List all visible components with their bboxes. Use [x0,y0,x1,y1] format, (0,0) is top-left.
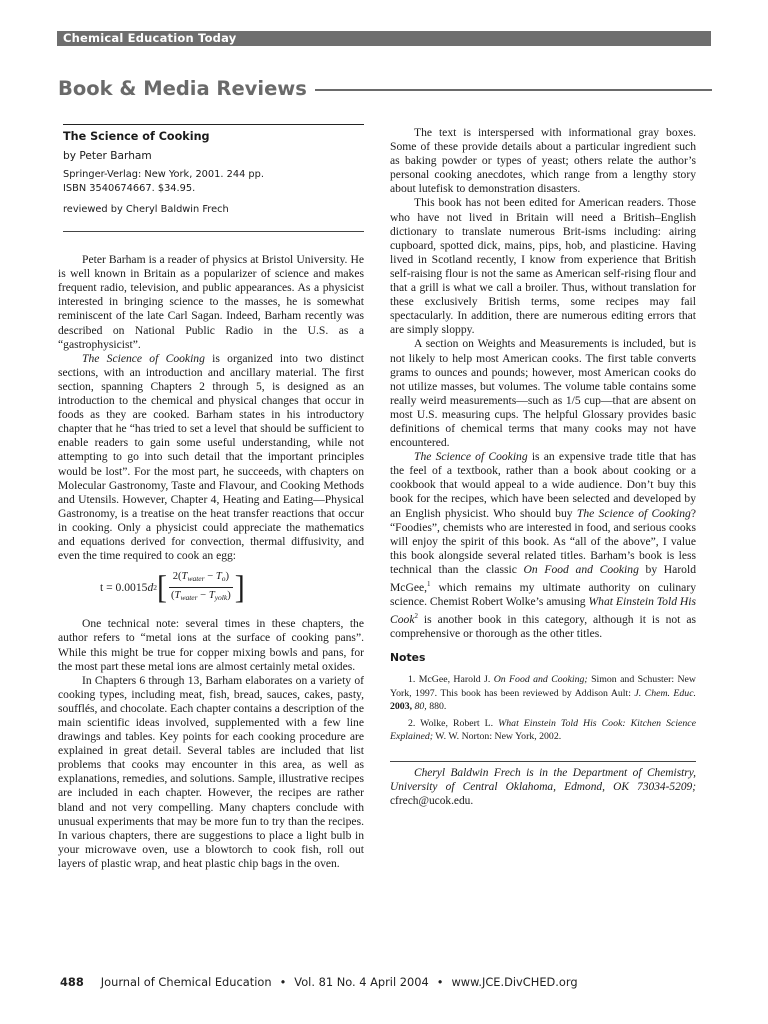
notes-heading: Notes [390,651,426,665]
paragraph-2-text: is organized into two distinct sections, with an introduction and ancillary material. The first section, spanning Chapters 2 through 5, is designed as an introduction to the chemical and physical changes that occur in foods as they are cooked. Barham states in his introductory chapter that he “has tried to set a level that should be sufficient to enable readers to gain some useful understanding, while not attempting to go into such detail that the important principles would be lost”. For the most part, he succeeds, with chapters on Molecular Gastronomy, Taste and Flavour, and Cooking Methods and Utensils. However, Chapter 4, Heating and Eating—Physical Gastronomy, is a treatise on the heat transfer reactions that occur in cooking. Only a physicist could appreciate the mathematics and equations derived for convection, thermal diffusivity, and even the time required to cook an egg: [58,351,364,563]
paragraph-7: A section on Weights and Measurements is included, but is not likely to help most American cooks. The first table converts grams to ounces and pounds; however, most American cooks do not utilize masses, but volumes. The volume table contains some really weird measurements—such as 1/5 cup—that are absent on most U.S. measuring cups. The helpful Glossary provides basic definitions of chemical terms that many cooks may not have encountered. [390,337,696,450]
equation-numerator: $2(T_{water} - T_o)$ [169,570,233,588]
note-1: 1. McGee, Harold J. On Food and Cooking; Simon and Schuster: New York, 1997. This book has been reviewed by Addison Ault: J. Chem. Educ. 2003, 80, 880. [390,674,696,713]
paragraph-6: This book has not been edited for American readers. Those who have not lived in Britain will need a British–English dictionary to translate numerous Brit-isms including: airing cupboard, spotted dick, mains, pips, hob, and plasticine. Having lived in Scotland recently, I know from experience that British self-raising flour is not the same as American self-rising flour and that a grill is what we call a broiler. Thus, without translation for these exclusively British terms, some recipes may fail spectacularly. In addition, there are numerous editing errors that are simply sloppy. [390,196,696,337]
page-number: 488 [60,975,84,989]
left-column [58,124,364,871]
right-bracket: ] [234,569,245,606]
journal-name: Journal of Chemical Education [100,975,272,989]
equation-d-exponent: 2 [153,582,157,592]
paragraph-4: In Chapters 6 through 13, Barham elaborates on a variety of cooking types, including meat, fish, bread, sauces, cakes, pasty, soufflés, and chocolate. Each chapter contains a description of the main scientific ideas involved, supplemented with a few line drawings and tables. Key points for each cooking procedure are explained in great detail. Several tables are included that list problems that cooks may encounter in this area, as well as explanations, remedies, and solutions. Sample, illustrative recipes are included in each chapter. However, the recipes are rather bland and not very compelling. Many chapters conclude with unusual experiments that may be more fun to try than the recipes. In various chapters, there are suggestions to place a light bulb in your microwave oven, use a blowtorch to cook fish, roll out layers of plastic wrap, and heat plastic chip bags in the oven. [58,673,364,870]
paragraph-2 [58,352,364,563]
paragraph-5: The text is interspersed with informational gray boxes. Some of these provide details about a particular ingredient such as baking powder or types of yeast; others relate the author’s personal cooking anecdotes, which range from a lengthy story about lutefisk to demonstration disasters. [390,126,696,196]
equation-lhs: t = 0.0015 [100,580,148,594]
equation-fraction [167,570,235,605]
journal-website: www.JCE.DivCHED.org [451,975,578,989]
book-title-italic: The Science of Cooking [82,351,205,365]
paragraph-8: The Science of Cooking is an expensive trade title that has the feel of a textbook, rather than a book about cooking or a cookbook that would appeal to a wide audience. Don’t buy this book for the recipes, which have been selected and developed by an English physicist. Who should buy The Science of Cooking? “Foodies”, chemists who are interested in food, and serious cooks will enjoy the spirit of this book. As “all of the above”, I value this book alongside several related titles. Barham’s book is less technical than the classic On Food and Cooking by Harold McGee,$^1$ which remains my ultimate authority on culinary science. Chemist Robert Wolke’s amusing What Einstein Told His Cook$^2$ is another book in this category, although it is not as comprehensive or thorough as the other titles. [390,450,696,640]
page-footer [60,975,714,989]
publisher-line: Springer-Verlag: New York, 2001. 244 pp. [63,169,264,181]
section-title: Book & Media Reviews [58,76,307,100]
equation-denominator: $(T_{water} - T_{yolk})$ [171,590,231,603]
book-publisher [63,168,364,196]
footer-bullet: • [436,975,444,989]
reviewer-line: reviewed by Cheryl Baldwin Frech [63,203,364,232]
book-info-box [63,124,364,232]
running-header: Chemical Education Today [57,31,711,46]
section-rule [315,89,712,91]
journal-volume: Vol. 81 No. 4 April 2004 [294,975,429,989]
paragraph-1: Peter Barham is a reader of physics at Bristol University. He is well known in Britain as a popularizer of science and makes frequent radio, television, and public appearances. As a physicist interested in bringing science to the masses, he is somewhat reminiscent of the late Carl Sagan. Indeed, Barham recently was described on National Public Radio in the U.S. as a “gastrophysicist”. [58,253,364,351]
book-author: by Peter Barham [63,150,152,163]
paragraph-3: One technical note: several times in these chapters, the author refers to “metal ions at the surface of cooking pans”. While this might be true for copper mixing bowls and pans, for the most part these metal ions are almost certainly metal oxides. [58,617,364,673]
reviewer-email: cfrech@ucok.edu. [390,794,474,807]
book-title: The Science of Cooking [63,130,210,143]
reviewer-affiliation: Cheryl Baldwin Frech is in the Department of Chemistry, University of Central Oklahoma, Edmond, OK 73034-5209; cfrech@ucok.edu. [390,761,696,808]
right-column [390,126,696,808]
isbn-line: ISBN 3540674667. $34.95. [63,183,196,195]
footer-bullet: • [279,975,287,989]
egg-cooking-equation [58,570,364,605]
section-heading [58,75,712,101]
left-bracket: [ [157,569,167,606]
equation-d: d [147,580,154,594]
note-2: 2. Wolke, Robert L. What Einstein Told His Cook: Kitchen Science Explained; W. W. Norton: New York, 2002. [390,717,696,743]
